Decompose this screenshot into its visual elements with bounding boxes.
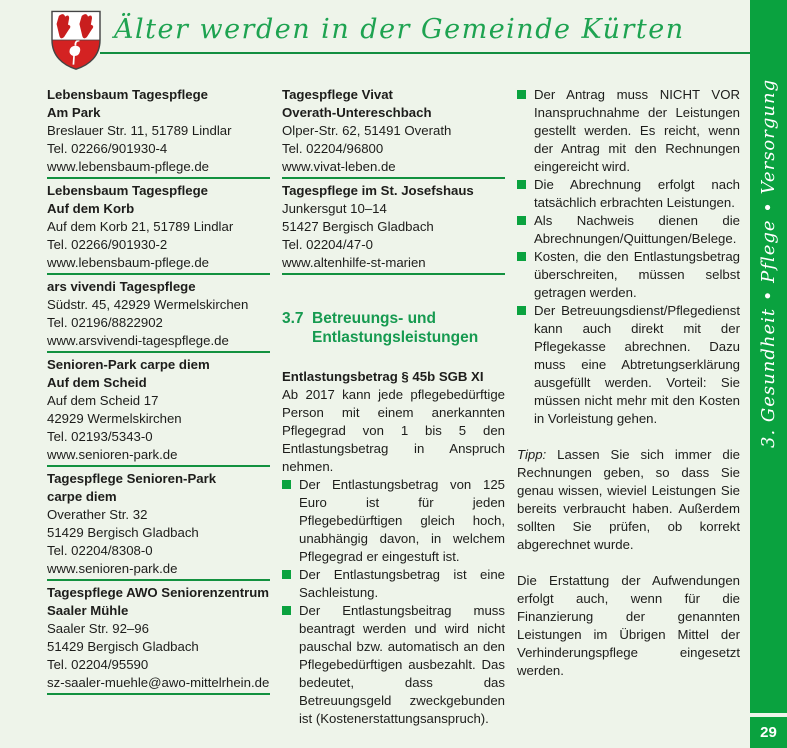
subsection-heading: Entlastungsbetrag § 45b SGB XI xyxy=(282,369,484,384)
bullet-square-icon xyxy=(517,252,526,261)
facility-name: Saaler Mühle xyxy=(47,603,129,618)
facility-name: Tagespflege im St. Josefshaus xyxy=(282,183,474,198)
coat-of-arms-icon xyxy=(44,8,108,72)
facility-name: Auf dem Scheid xyxy=(47,375,147,390)
bullet-square-icon xyxy=(517,216,526,225)
facility-entry xyxy=(47,278,270,353)
facility-phone: Tel. 02196/8822902 xyxy=(47,315,163,330)
facility-phone: Tel. 02266/901930-4 xyxy=(47,141,168,156)
facility-link[interactable]: www.arsvivendi-tagespflege.de xyxy=(47,333,229,348)
facility-name: Lebensbaum Tagespflege xyxy=(47,183,208,198)
facility-address: Südstr. 45, 42929 Wermelskirchen xyxy=(47,297,249,312)
facility-address: Junkersgut 10–14 xyxy=(282,201,387,216)
facility-entry xyxy=(47,182,270,275)
facility-name: Tagespflege AWO Seniorenzentrum xyxy=(47,585,270,600)
facility-phone: Tel. 02266/901930-2 xyxy=(47,237,168,252)
facility-address: 51429 Bergisch Gladbach xyxy=(47,525,199,540)
column-2 xyxy=(282,86,505,728)
facility-link[interactable]: www.vivat-leben.de xyxy=(282,159,396,174)
bullet-text: Der Entlastungsbetrag von 125 Euro ist für jeden Pflegebedürftigen gleich hoch, unabhängig davon, in welchem Pflegegrad er eingestuft ist. xyxy=(299,477,505,564)
facility-entry xyxy=(47,584,270,695)
facility-name: Tagespflege Vivat xyxy=(282,87,393,102)
bullet-item xyxy=(517,86,740,176)
page-title: Älter werden in der Gemeinde Kürten xyxy=(114,14,685,45)
section-title: Betreuungs- und Entlastungsleistungen xyxy=(312,310,479,346)
facility-link[interactable]: www.lebensbaum-pflege.de xyxy=(47,159,210,174)
bullet-item xyxy=(517,302,740,428)
facility-entry xyxy=(282,86,505,179)
facility-name: ars vivendi Tagespflege xyxy=(47,279,196,294)
facility-link[interactable]: www.lebensbaum-pflege.de xyxy=(47,255,210,270)
bullet-square-icon xyxy=(282,606,291,615)
bullet-square-icon xyxy=(282,480,291,489)
bullet-item xyxy=(517,212,740,248)
facility-name: Am Park xyxy=(47,105,101,120)
closing-paragraph: Die Erstattung der Aufwendungen erfolgt auch, wenn für die Finanzierung der genannten Leistungen im Übrigen Mittel der Verhinderungspflege eingesetzt werden. xyxy=(517,573,740,678)
bullet-item xyxy=(282,602,505,728)
bullet-square-icon xyxy=(282,570,291,579)
facility-name: Tagespflege Senioren-Park xyxy=(47,471,217,486)
bullet-square-icon xyxy=(517,306,526,315)
title-underline xyxy=(100,52,750,54)
facility-phone: Tel. 02204/47-0 xyxy=(282,237,373,252)
facility-address: Olper-Str. 62, 51491 Overath xyxy=(282,123,452,138)
bullet-text: Kosten, die den Entlastungsbetrag überschreiten, müssen selbst getragen werden. xyxy=(534,249,740,300)
intro-paragraph: Ab 2017 kann jede pflegebedürftige Person mit einem anerkannten Pflegegrad von 1 bis 5 den Entlastungsbetrag in Anspruch nehmen. xyxy=(282,387,505,474)
chapter-sidebar-label: 3. Gesundheit • Pflege • Versorgung xyxy=(758,78,779,448)
bullet-square-icon xyxy=(517,90,526,99)
bullet-item xyxy=(517,176,740,212)
facility-entry xyxy=(282,182,505,275)
bullet-item xyxy=(517,248,740,302)
bullet-square-icon xyxy=(517,180,526,189)
facility-address: Auf dem Korb 21, 51789 Lindlar xyxy=(47,219,234,234)
facility-phone: Tel. 02204/8308-0 xyxy=(47,543,153,558)
facility-phone: Tel. 02193/5343-0 xyxy=(47,429,153,444)
section-number: 3.7 xyxy=(282,310,304,327)
column-3 xyxy=(517,86,740,728)
facility-entry xyxy=(47,86,270,179)
bullet-text: Der Entlastungsbetrag ist eine Sachleistung. xyxy=(299,567,505,600)
facility-link[interactable]: www.senioren-park.de xyxy=(47,447,178,462)
section-heading xyxy=(282,309,505,347)
bullet-text: Die Abrechnung erfolgt nach tatsächlich erbrachten Leistungen. xyxy=(534,177,740,210)
facility-address: 42929 Wermelskirchen xyxy=(47,411,182,426)
facility-address: Overather Str. 32 xyxy=(47,507,148,522)
tip-text: Lassen Sie sich immer die Rechnungen geben, so dass Sie genau wissen, wieviel Leistungen Sie bereits verbraucht haben. Außerdem sollten Sie prüfen, ob korrekt abgerechnet wurde. xyxy=(517,447,740,552)
facility-email[interactable]: sz-saaler-muehle@awo-mittelrhein.de xyxy=(47,675,270,690)
facility-name: Overath-Untereschbach xyxy=(282,105,432,120)
bullet-text: Als Nachweis dienen die Abrechnungen/Quittungen/Belege. xyxy=(534,213,740,246)
facility-name: Senioren-Park carpe diem xyxy=(47,357,210,372)
content-columns xyxy=(47,86,741,728)
bullet-item xyxy=(282,476,505,566)
tip-paragraph xyxy=(517,446,740,554)
facility-name: Lebensbaum Tagespflege xyxy=(47,87,208,102)
facility-address: 51427 Bergisch Gladbach xyxy=(282,219,434,234)
facility-name: Auf dem Korb xyxy=(47,201,135,216)
bullet-text: Der Antrag muss NICHT VOR Inanspruchnahme der Leistungen gestellt werden. Es reicht, wenn der Antrag mit den Rechnungen eingereicht wird. xyxy=(534,87,740,174)
facility-entry xyxy=(47,470,270,581)
facility-address: Saaler Str. 92–96 xyxy=(47,621,149,636)
facility-phone: Tel. 02204/96800 xyxy=(282,141,384,156)
column-1 xyxy=(47,86,270,728)
facility-address: 51429 Bergisch Gladbach xyxy=(47,639,199,654)
bullet-text: Der Betreuungsdienst/Pflegedienst kann auch direkt mit der Pflegekasse abrechnen. Dazu muss eine Abtretungserklärung ausgefüllt werden. Vorteil: Sie müssen nicht mehr mit den Kosten in Vorleistung gehen. xyxy=(534,303,740,426)
facility-link[interactable]: www.senioren-park.de xyxy=(47,561,178,576)
facility-address: Auf dem Scheid 17 xyxy=(47,393,159,408)
facility-entry xyxy=(47,356,270,467)
bullet-text: Der Entlastungsbeitrag muss beantragt werden und wird nicht pauschal bzw. automatisch an den Pflegebedürftigen ausbezahlt. Das bedeutet, dass das Betreuungsgeld zweckgebunden ist (Kostenerstattungsanspruch). xyxy=(299,603,505,726)
facility-link[interactable]: www.altenhilfe-st-marien xyxy=(282,255,426,270)
tip-label: Tipp: xyxy=(517,447,547,462)
facility-name: carpe diem xyxy=(47,489,117,504)
bullet-item xyxy=(282,566,505,602)
facility-phone: Tel. 02204/95590 xyxy=(47,657,149,672)
page-number: 29 xyxy=(750,717,787,748)
facility-address: Breslauer Str. 11, 51789 Lindlar xyxy=(47,123,232,138)
